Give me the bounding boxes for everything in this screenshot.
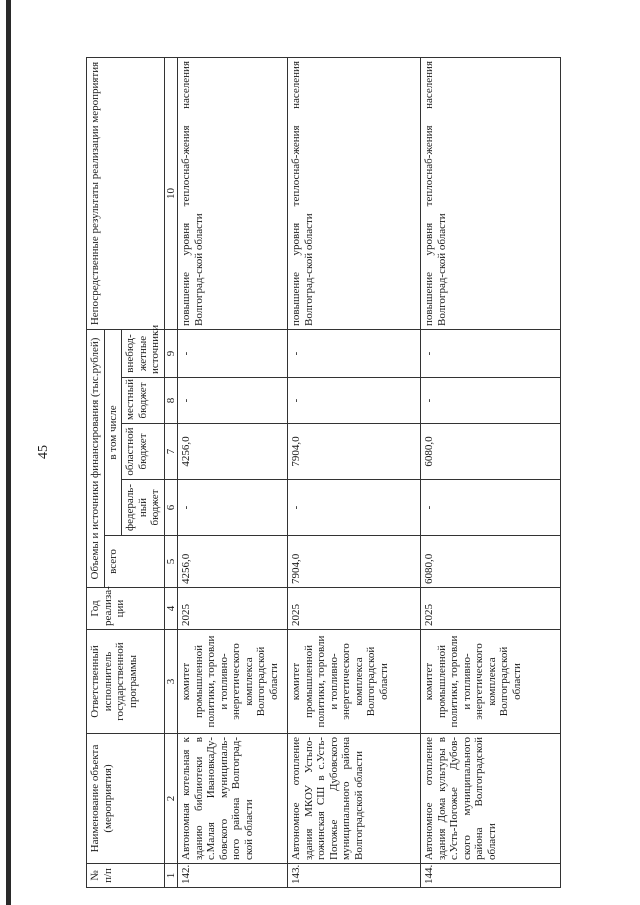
amount-extrabudget: -	[178, 329, 288, 377]
col-number: 1	[164, 864, 178, 888]
amount-local: -	[421, 378, 561, 424]
table-row	[178, 57, 288, 887]
header-financing: Объемы и источники финансирования (тыс.рублей)	[87, 329, 105, 587]
col-number: 4	[164, 588, 178, 630]
table-row	[288, 57, 421, 887]
amount-extrabudget: -	[421, 329, 561, 377]
table-row	[421, 57, 561, 887]
col-number: 8	[164, 378, 178, 424]
header-local: местный бюджет	[122, 378, 165, 424]
amount-extrabudget: -	[288, 329, 421, 377]
amount-local: -	[288, 378, 421, 424]
expected-result: повышение уровня теплоснаб-жения населения Волгоград-ской области	[288, 57, 421, 329]
implementation-year: 2025	[421, 588, 561, 630]
expected-result: повышение уровня теплоснаб-жения населения Волгоград-ской области	[421, 57, 561, 329]
amount-total: 7904,0	[288, 536, 421, 588]
header-executor: Ответственный исполнитель государственной программы	[87, 630, 165, 734]
object-name: Автономное отопление здания Дома культуры в с.Усть-Погожье Дубов-ского муниципального района Волгоградской области	[421, 734, 561, 864]
header-year: Год реализа-ции	[87, 588, 165, 630]
header-name: Наименование объекта (мероприятия)	[87, 734, 165, 864]
header-regional: областной бюджет	[122, 424, 165, 480]
responsible-executor: комитет промышленной политики, торговли и топливно-энергетического комплекса Волгоградской области	[421, 630, 561, 734]
col-number: 7	[164, 424, 178, 480]
amount-federal: -	[178, 480, 288, 536]
rotated-document-content	[86, 58, 523, 888]
amount-regional: 4256,0	[178, 424, 288, 480]
expected-result: повышение уровня теплоснаб-жения населения Волгоград-ской области	[178, 57, 288, 329]
object-name: Автономное отопление здания МКОУ Устьпо-гожинская СШ в с.Усть-Погожье Дубовского муниципального района Волгоградской области	[288, 734, 421, 864]
amount-total: 6080,0	[421, 536, 561, 588]
col-number: 10	[164, 57, 178, 329]
col-number: 9	[164, 329, 178, 377]
responsible-executor: комитет промышленной политики, торговли и топливно-энергетического комплекса Волгоградской области	[288, 630, 421, 734]
object-name: Автономная котельная к зданию библиотеки в с.Малая ИвановкаДу-бовского муниципаль-ного района Волгоград-ской области	[178, 734, 288, 864]
financing-table	[86, 57, 561, 888]
amount-federal: -	[421, 480, 561, 536]
amount-local: -	[178, 378, 288, 424]
amount-total: 4256,0	[178, 536, 288, 588]
implementation-year: 2025	[288, 588, 421, 630]
header-row-1	[87, 57, 105, 887]
col-number: 5	[164, 536, 178, 588]
row-number: 144.	[421, 864, 561, 888]
col-number: 6	[164, 480, 178, 536]
header-federal: федераль-ный бюджет	[122, 480, 165, 536]
header-num: № п/п	[87, 864, 165, 888]
header-including: в том числе	[104, 329, 122, 535]
header-extrabudget: внебюд-жетные источники	[122, 329, 165, 377]
amount-regional: 6080,0	[421, 424, 561, 480]
row-number: 143.	[288, 864, 421, 888]
responsible-executor: комитет промышленной политики, торговли и топливно-энергетического комплекса Волгоградской области	[178, 630, 288, 734]
scan-left-edge	[6, 0, 11, 905]
page-number: 45	[36, 445, 51, 459]
header-total: всего	[104, 536, 164, 588]
amount-federal: -	[288, 480, 421, 536]
implementation-year: 2025	[178, 588, 288, 630]
amount-regional: 7904,0	[288, 424, 421, 480]
row-number: 142.	[178, 864, 288, 888]
col-number: 2	[164, 734, 178, 864]
header-result: Непосредственные результаты реализации мероприятия	[87, 57, 165, 329]
column-number-row	[164, 57, 178, 887]
col-number: 3	[164, 630, 178, 734]
